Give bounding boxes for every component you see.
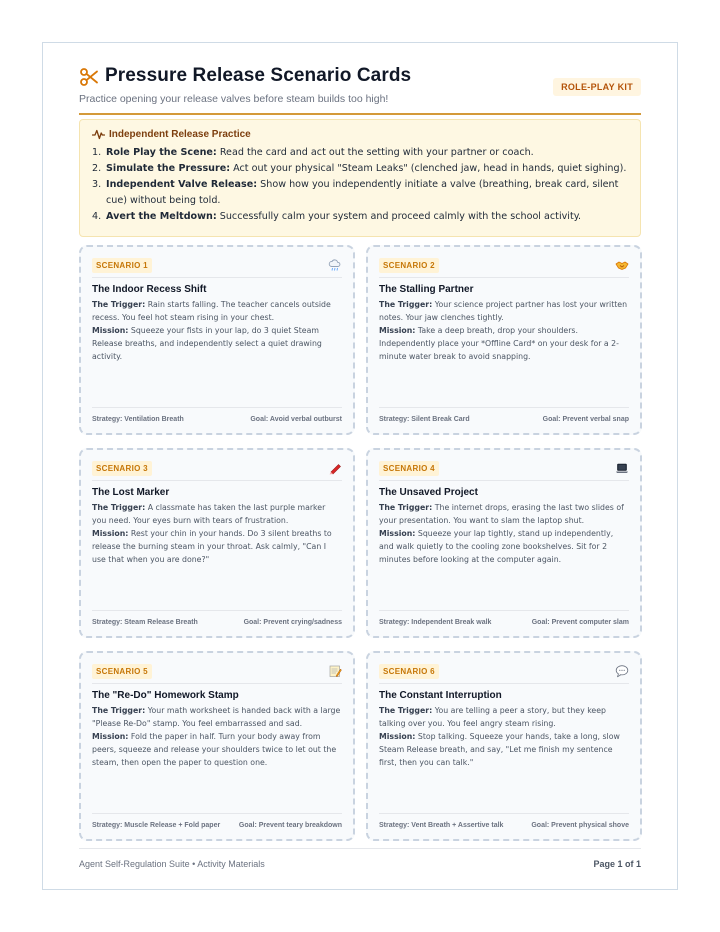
mission-description: Rest your chin in your hands. Do 3 silent breaths to release the burning steam in your throat. Ask calmly, "Can I use that when you are done?" [92,529,332,564]
strategy-label: Strategy: Silent Break Card [379,416,470,423]
instructions-box [79,119,641,237]
strategy-label: Strategy: Ventilation Breath [92,416,184,423]
strategy-label: Strategy: Independent Break walk [379,619,492,626]
trigger-label: The Trigger: [92,706,146,715]
mission-label: Mission: [379,326,416,335]
mission-description: Take a deep breath, drop your shoulders. Independently place your *Offline Card* on your desk for a 2-minute water break to avoid snapping. [379,326,619,361]
scenario-tag: SCENARIO 6 [379,664,439,679]
instructions-list [92,145,628,225]
card-title: The Indoor Recess Shift [92,284,207,295]
card-body [379,298,629,363]
goal-label: Goal: Prevent verbal snap [542,416,629,423]
instructions-heading-row [92,129,628,140]
handshake-icon [615,258,629,272]
step-text [106,161,626,177]
scenario-tag: SCENARIO 1 [92,258,152,273]
card-footer [92,813,342,829]
scenario-card [366,245,642,435]
trigger-text [92,704,342,730]
card-footer [92,407,342,423]
instructions-heading: Independent Release Practice [109,129,251,140]
step-text [106,177,628,209]
card-footer [379,610,629,626]
strategy-label: Strategy: Steam Release Breath [92,619,198,626]
mission-description: Fold the paper in half. Turn your body away from peers, squeeze and release your shoulders twice to let out the steam, then open the paper to question one. [92,732,337,767]
trigger-text [92,298,342,324]
footer-suite-label: Agent Self-Regulation Suite • Activity Materials [79,858,265,869]
trigger-text [379,704,629,730]
card-divider [379,277,629,278]
trigger-text [92,501,342,527]
trigger-description: A classmate has taken the last purple marker you need. Your eyes burn with tears of frustration. [92,503,326,525]
card-header [92,257,342,273]
trigger-description: Your math worksheet is handed back with a large "Please Re-Do" stamp. You feel embarrassed and sad. [92,706,341,728]
trigger-label: The Trigger: [379,300,433,309]
instruction-step [92,209,628,225]
step-text [106,145,534,161]
card-header [379,257,629,273]
laptop-icon [615,461,629,475]
page-footer [79,848,641,878]
goal-label: Goal: Prevent teary breakdown [238,822,342,829]
instruction-step [92,145,628,161]
trigger-label: The Trigger: [92,300,146,309]
trigger-description: The internet drops, erasing the last two slides of your presentation. You want to slam the laptop shut. [379,503,624,525]
card-divider [92,277,342,278]
mission-text [379,527,629,566]
card-header [92,460,342,476]
card-header [379,460,629,476]
step-number: 2. [92,163,102,174]
step-label: Simulate the Pressure: [106,163,231,174]
card-body [92,501,342,566]
scenario-tag: SCENARIO 4 [379,461,439,476]
trigger-text [379,298,629,324]
card-header [92,663,342,679]
step-number: 3. [92,179,102,190]
header-rule [79,113,641,115]
goal-label: Goal: Prevent crying/sadness [243,619,342,626]
card-divider [92,683,342,684]
card-title: The Stalling Partner [379,284,474,295]
scenario-card [79,448,355,638]
trigger-description: You are telling a peer a story, but they keep talking over you. You feel angry steam rising. [379,706,606,728]
page-number: Page 1 of 1 [593,858,641,869]
trigger-label: The Trigger: [379,503,433,512]
step-label: Independent Valve Release: [106,179,258,190]
card-footer [379,407,629,423]
crayon-icon [328,461,342,475]
mission-text [379,730,629,769]
card-footer [92,610,342,626]
scenario-tag: SCENARIO 2 [379,258,439,273]
card-divider [92,480,342,481]
speech-bubble-icon [615,664,629,678]
document-page [42,42,678,890]
trigger-text [379,501,629,527]
scenario-tag: SCENARIO 3 [92,461,152,476]
card-title: The Lost Marker [92,487,170,498]
instruction-step [92,177,628,209]
trigger-label: The Trigger: [92,503,146,512]
card-header [379,663,629,679]
mission-label: Mission: [379,529,416,538]
mission-label: Mission: [379,732,416,741]
scenario-card [366,651,642,841]
goal-label: Goal: Avoid verbal outburst [250,416,342,423]
page-subtitle: Practice opening your release valves before steam builds too high! [79,93,389,105]
card-body [92,298,342,363]
card-body [379,704,629,769]
page-title: Pressure Release Scenario Cards [105,65,412,86]
activity-icon [92,129,105,140]
step-description: Successfully calm your system and proceed calmly with the school activity. [219,211,582,222]
mission-label: Mission: [92,326,129,335]
goal-label: Goal: Prevent physical shove [531,822,629,829]
step-description: Read the card and act out the setting with your partner or coach. [219,147,534,158]
step-description: Act out your physical "Steam Leaks" (clenched jaw, head in hands, quiet sighing). [233,163,627,174]
trigger-label: The Trigger: [379,706,433,715]
rain-cloud-icon [328,258,342,272]
card-title: The "Re-Do" Homework Stamp [92,690,239,701]
mission-text [92,730,342,769]
card-divider [379,683,629,684]
card-footer [379,813,629,829]
mission-description: Squeeze your fists in your lap, do 3 quiet Steam Release breaths, and independently select a quiet drawing activity. [92,326,322,361]
memo-icon [328,664,342,678]
mission-text [379,324,629,363]
scenario-tag: SCENARIO 5 [92,664,152,679]
scenario-card [366,448,642,638]
card-title: The Constant Interruption [379,690,502,701]
strategy-label: Strategy: Vent Breath + Assertive talk [379,822,504,829]
mission-label: Mission: [92,529,129,538]
card-body [379,501,629,566]
step-label: Role Play the Scene: [106,147,217,158]
step-number: 4. [92,211,102,222]
step-number: 1. [92,147,102,158]
role-play-badge: ROLE-PLAY KIT [553,78,641,96]
goal-label: Goal: Prevent computer slam [531,619,629,626]
strategy-label: Strategy: Muscle Release + Fold paper [92,822,221,829]
page-header [79,65,641,115]
instruction-step [92,161,628,177]
mission-description: Squeeze your lap tightly, stand up independently, and walk quietly to the cooling zone bookshelves. Sit for 2 minutes before looking at the computer again. [379,529,614,564]
mission-text [92,527,342,566]
scenario-card [79,245,355,435]
step-text [106,209,581,225]
mission-label: Mission: [92,732,129,741]
mission-text [92,324,342,363]
card-title: The Unsaved Project [379,487,478,498]
trigger-description: Your science project partner has lost your written notes. Your jaw clenches tightly. [379,300,628,322]
scissors-icon [79,67,99,87]
step-description: Show how you independently initiate a valve (breathing, break card, silent cue) without being told. [106,179,619,206]
card-body [92,704,342,769]
scenario-card [79,651,355,841]
step-label: Avert the Meltdown: [106,211,217,222]
mission-description: Stop talking. Squeeze your hands, take a long, slow Steam Release breath, and say, "Let me finish my sentence first, then you can talk." [379,732,620,767]
card-divider [379,480,629,481]
trigger-description: Rain starts falling. The teacher cancels outside recess. You feel hot steam rising in your chest. [92,300,331,322]
